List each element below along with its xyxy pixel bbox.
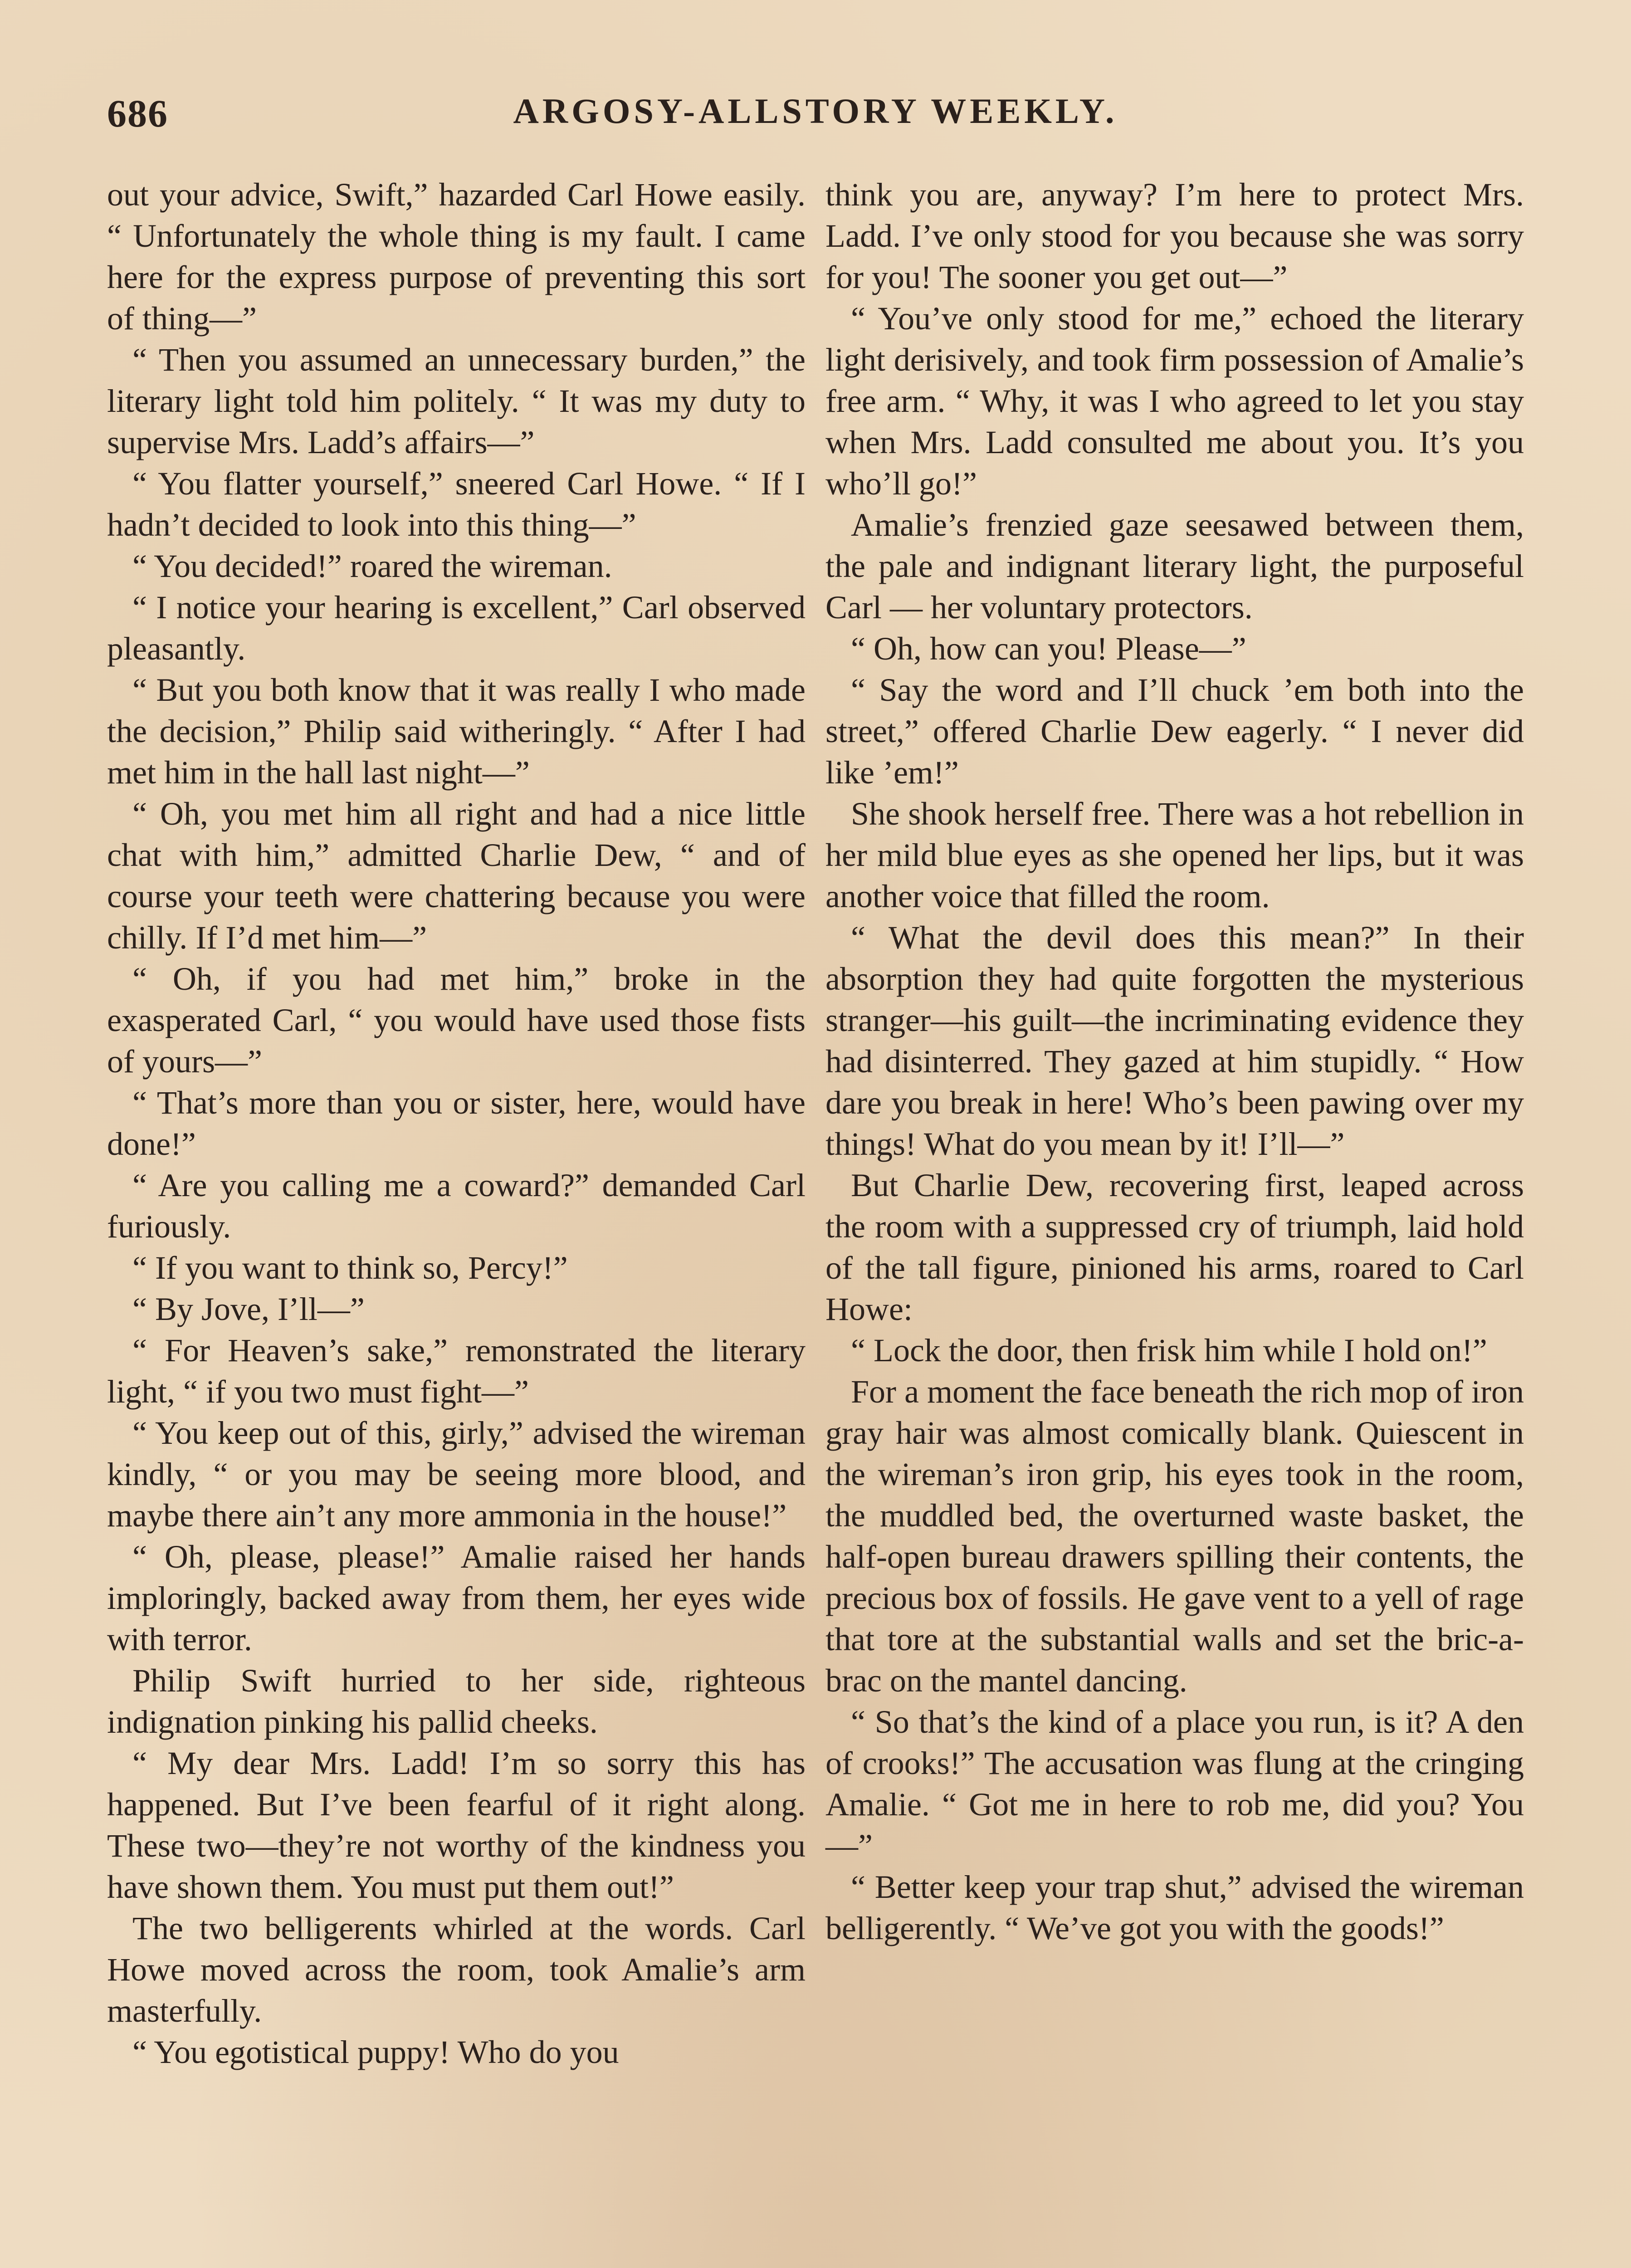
paragraph: But Charlie Dew, recovering first, leaped across the room with a suppressed cry of triumph, laid hold of the tall figure, pinioned his arms, roared to Carl Howe: [825, 1167, 1524, 1327]
paragraph: “ What the devil does this mean?” In their absorption they had quite forgotten the mysterious stranger—his guilt—the incriminating evidence they had disinterred. They gazed at him stupidly. “ How dare you break in here! Who’s been pawing over my things! What do you mean by it! I’ll—” [825, 919, 1524, 1162]
paragraph: “ But you both know that it was really I who made the decision,” Philip said witheringly. “ After I had met him in the hall last night—” [107, 672, 806, 791]
paragraph: “ I notice your hearing is excellent,” Carl observed pleasantly. [107, 589, 806, 667]
paragraph: “ You’ve only stood for me,” echoed the literary light derisively, and took firm possession of Amalie’s free arm. “ Why, it was I who agreed to let you stay when Mrs. Ladd consulted me about you. It’s you who’ll go!” [825, 300, 1524, 502]
paragraph: “ You flatter yourself,” sneered Carl Howe. “ If I hadn’t decided to look into this thing—” [107, 465, 806, 543]
paragraph: Amalie’s frenzied gaze seesawed between them, the pale and indignant literary light, the purposeful Carl — her voluntary protectors. [825, 507, 1524, 626]
paragraph: think you are, anyway? I’m here to protect Mrs. Ladd. I’ve only stood for you because she was sorry for you! The sooner you get out—” [825, 176, 1524, 295]
paragraph: “ You egotistical puppy! Who do you [132, 2034, 619, 2070]
paragraph: out your advice, Swift,” hazarded Carl Howe easily. “ Unfortunately the whole thing is my fault. I came here for the express purpose of preventing this sort of thing—” [107, 176, 806, 337]
paragraph: “ By Jove, I’ll—” [132, 1291, 365, 1327]
paragraph: “ You decided!” roared the wireman. [132, 548, 612, 584]
page-header [107, 91, 1524, 141]
paragraph: “ Oh, you met him all right and had a nice little chat with him,” admitted Charlie Dew, “ and of course your teeth were chattering because you were chilly. If I’d met him—” [107, 796, 806, 956]
paragraph: She shook herself free. There was a hot rebellion in her mild blue eyes as she opened her lips, but it was another voice that filled the room. [825, 796, 1524, 914]
paragraph: “ Say the word and I’ll chuck ’em both into the street,” offered Charlie Dew eagerly. “ I never did like ’em!” [825, 672, 1524, 791]
paragraph: “ My dear Mrs. Ladd! I’m so sorry this has happened. But I’ve been fearful of it right along. These two—they’re not worthy of the kindness you have shown them. You must put them out!” [107, 1745, 806, 1905]
running-head: ARGOSY-ALLSTORY WEEKLY. [513, 91, 1118, 131]
paragraph: “ Oh, please, please!” Amalie raised her hands imploringly, backed away from them, her eyes wide with terror. [107, 1539, 806, 1657]
paragraph: “ You keep out of this, girly,” advised the wireman kindly, “ or you may be seeing more blood, and maybe there ain’t any more ammonia in the house!” [107, 1415, 806, 1534]
paragraph: “ Then you assumed an unnecessary burden,” the literary light told him politely. “ It was my duty to supervise Mrs. Ladd’s affairs—” [107, 342, 806, 460]
right-column [825, 174, 1524, 1949]
paragraph: “ For Heaven’s sake,” remonstrated the literary light, “ if you two must fight—” [107, 1332, 806, 1410]
paragraph: “ Lock the door, then frisk him while I hold on!” [851, 1332, 1487, 1369]
paragraph: For a moment the face beneath the rich mop of iron gray hair was almost comically blank. Quiescent in the wireman’s iron grip, his eyes took in the room, the muddled bed, the overturned waste basket, the half-open bureau drawers spilling their contents, the precious box of fossils. He gave vent to a yell of rage that tore at the substantial walls and set the bric-a-brac on the mantel dancing. [825, 1374, 1524, 1699]
left-column [107, 174, 806, 2073]
paragraph: The two belligerents whirled at the words. Carl Howe moved across the room, took Amalie’s arm masterfully. [107, 1910, 806, 2029]
paragraph: “ Oh, if you had met him,” broke in the exasperated Carl, “ you would have used those fists of yours—” [107, 961, 806, 1080]
paragraph: “ That’s more than you or sister, here, would have done!” [107, 1085, 806, 1162]
paragraph: “ Better keep your trap shut,” advised the wireman belligerently. “ We’ve got you with the goods!” [825, 1869, 1524, 1946]
paragraph: Philip Swift hurried to her side, righteous indignation pinking his pallid cheeks. [107, 1662, 806, 1740]
paragraph: “ So that’s the kind of a place you run, is it? A den of crooks!” The accusation was flung at the cringing Amalie. “ Got me in here to rob me, did you? You—” [825, 1704, 1524, 1864]
page-number: 686 [107, 92, 168, 135]
paragraph: “ If you want to think so, Percy!” [132, 1250, 568, 1286]
paragraph: “ Oh, how can you! Please—” [851, 631, 1246, 667]
paragraph: “ Are you calling me a coward?” demanded Carl furiously. [107, 1167, 806, 1245]
